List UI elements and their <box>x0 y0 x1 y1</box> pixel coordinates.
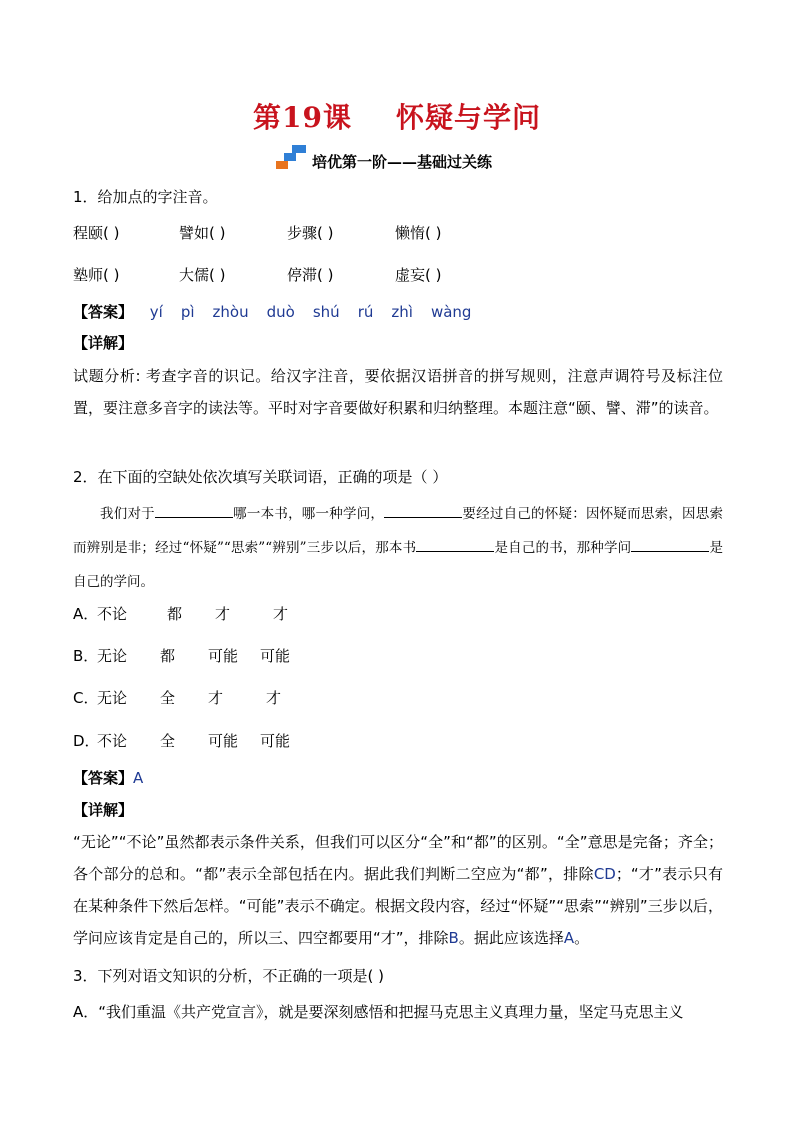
q2-answer <box>73 768 143 788</box>
q1-answer <box>73 302 489 322</box>
detail-text: 。据此应该选择 <box>458 929 564 947</box>
q3-option-a: A．“我们重温《共产党宣言》，就是要深刻感悟和把握马克思主义真理力量，坚定马克思主义 <box>73 1003 684 1021</box>
detail-label: 【详解】 <box>73 801 134 819</box>
page-title <box>0 96 794 136</box>
fill-blank <box>384 503 462 518</box>
q2-detail <box>73 826 723 954</box>
option-word: 才 <box>208 689 224 707</box>
detail-text: “无论”“不论”虽然都表示条件关系，但我们可以区分“全”和“都”的区别。“全”意思是完备；齐全；各个部分的总和。“都”表示全部包括在内。据此我们判断二空应为“都”，排除 <box>73 833 723 883</box>
option-word: 不论 <box>97 732 128 750</box>
fill-blank <box>631 537 709 552</box>
q1-item: 停滞( ) <box>287 266 334 284</box>
q1-item: 程颐( ) <box>73 224 120 242</box>
q1-item: 懒惰( ) <box>395 224 442 242</box>
option-word: 不论 <box>97 605 128 623</box>
section-title: 培优第一阶——基础过关练 <box>312 153 493 171</box>
pinyin: wàng <box>430 303 472 321</box>
q1-stem: 1．给加点的字注音。 <box>73 188 218 206</box>
answer-label: 【答案】 <box>73 303 134 321</box>
lesson-number: 第19课 <box>253 101 352 134</box>
answer-label: 【答案】 <box>73 769 134 787</box>
pinyin: yí <box>149 303 163 321</box>
option-word: 都 <box>167 605 183 623</box>
option-word: 可能 <box>260 732 291 750</box>
detail-text: ；“才”表示只有在某种条件下然后怎样。“可能”表示不确定。根据文段内容，经过“怀疑”“思索”“辨别”三步以后，学问应该肯定是自己的，所以三、四空都要用“才”，排除 <box>73 865 724 947</box>
passage-text: 哪一本书，哪一种学问， <box>232 506 385 522</box>
option-word: 无论 <box>97 647 128 665</box>
pinyin-answers <box>150 303 490 321</box>
pinyin: rú <box>357 303 374 321</box>
passage-text: 是自己的学问。 <box>73 540 724 590</box>
lesson-name: 怀疑与学问 <box>395 101 541 134</box>
q2-passage <box>73 497 723 599</box>
pinyin: duò <box>266 303 295 321</box>
option-word: 可能 <box>260 647 291 665</box>
option-word: 都 <box>160 647 176 665</box>
q1-item: 步骤( ) <box>287 224 334 242</box>
passage-text: 是自己的书，那种学问 <box>494 540 632 556</box>
option-word: 可能 <box>208 647 239 665</box>
option-word: 全 <box>160 732 176 750</box>
q1-item: 虚妄( ) <box>395 266 442 284</box>
option-letter: B． <box>73 647 99 665</box>
q2-option-c <box>73 688 281 708</box>
option-letter: D． <box>73 732 100 750</box>
detail-option-ref: A <box>563 929 575 947</box>
passage-text: 要经过自己的怀疑：因怀疑而思索，因思索而辨别是非；经过“怀疑”“思索”“辨别”三步以后，那本书 <box>73 506 724 556</box>
fill-blank <box>416 537 494 552</box>
answer-value: A <box>133 769 144 787</box>
q3-stem: 3．下列对语文知识的分析，不正确的一项是( ) <box>73 967 385 985</box>
q1-detail: 试题分析: 考查字音的识记。给汉字注音，要依据汉语拼音的拼写规则，注意声调符号及标注位置，要注意多音字的读法等。平时对字音要做好积累和归纳整理。本题注意“颐、譬、滞”的读音。 <box>73 367 723 417</box>
option-letter: C． <box>73 689 99 707</box>
option-letter: A． <box>73 605 99 623</box>
q2-stem: 2．在下面的空缺处依次填写关联词语，正确的项是（ ） <box>73 468 448 486</box>
fill-blank <box>155 503 233 518</box>
stairs-logo-icon <box>276 144 310 170</box>
q1-row-2 <box>73 265 441 285</box>
option-word: 全 <box>160 689 176 707</box>
pinyin: pì <box>180 303 195 321</box>
q1-item: 塾师( ) <box>73 266 120 284</box>
q2-option-a <box>73 604 288 624</box>
q2-option-b <box>73 646 290 666</box>
q1-item: 譬如( ) <box>179 224 226 242</box>
q1-item: 大儒( ) <box>179 266 226 284</box>
option-word: 才 <box>266 689 282 707</box>
detail-option-ref: CD <box>593 865 616 883</box>
pinyin: shú <box>312 303 340 321</box>
option-word: 可能 <box>208 732 239 750</box>
option-word: 无论 <box>97 689 128 707</box>
detail-text: 。 <box>574 929 590 947</box>
q1-row-1 <box>73 223 441 243</box>
detail-label: 【详解】 <box>73 334 134 352</box>
option-word: 才 <box>273 605 289 623</box>
pinyin: zhì <box>391 303 413 321</box>
q2-option-d <box>73 731 290 751</box>
pinyin: zhòu <box>212 303 249 321</box>
detail-option-ref: B <box>448 929 459 947</box>
passage-text: 我们对于 <box>100 506 155 522</box>
option-word: 才 <box>215 605 231 623</box>
